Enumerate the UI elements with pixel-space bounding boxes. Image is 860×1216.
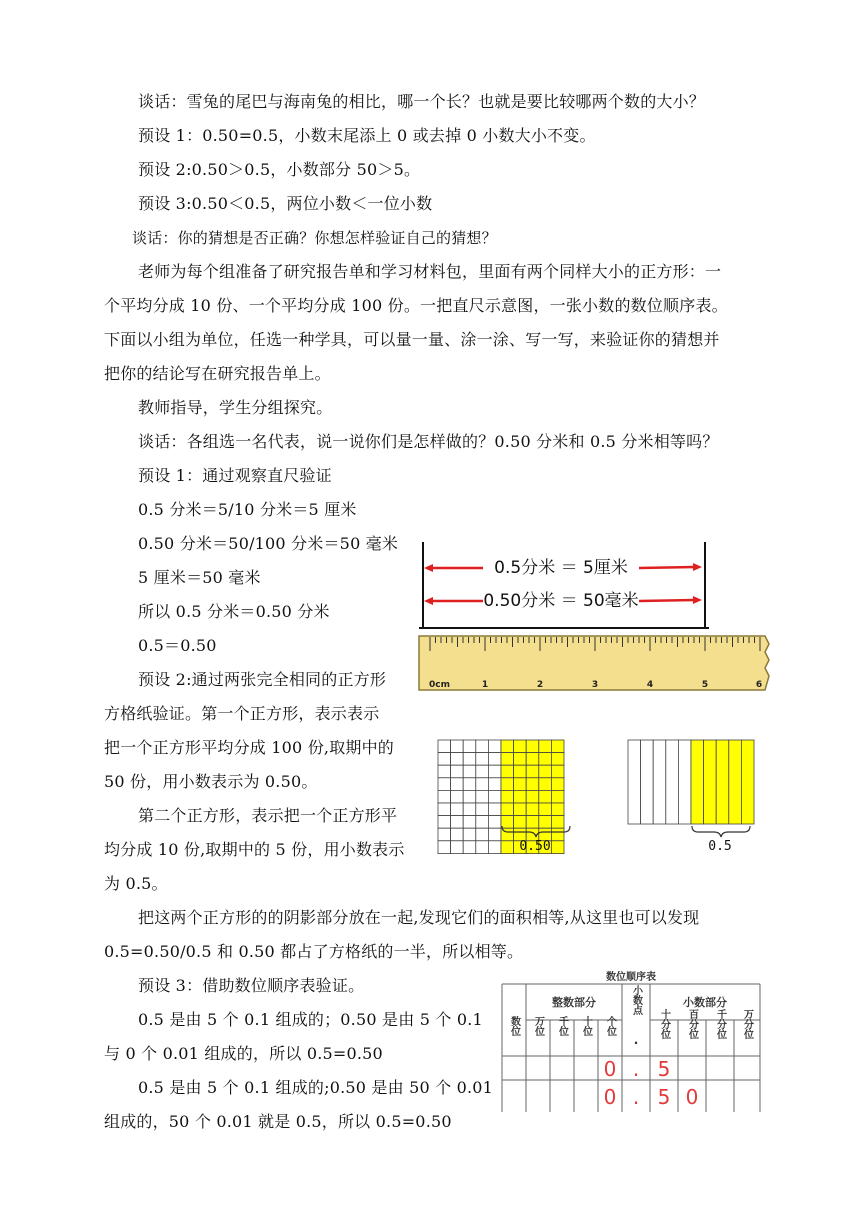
hundred-square-grid [438, 740, 564, 854]
shaded-cell [501, 803, 514, 816]
shaded-cell [501, 753, 514, 766]
ruler-eq-1: 0.5分米 ＝ 5厘米 [494, 558, 628, 578]
pv-point-symbol: . [633, 1033, 639, 1047]
blank-strip [641, 740, 654, 824]
blank-cell [488, 753, 501, 766]
hypothesis-line: 预设 1：0.50=0.5，小数末尾添上 0 或去掉 0 小数大小不变。 [138, 126, 596, 145]
pv-r1-ones: 0 [603, 1057, 617, 1081]
body-line: 下面以小组为单位，任选一种学具，可以量一量、涂一涂、写一写，来验证你的猜想并 [104, 330, 720, 349]
shaded-cell [551, 816, 564, 829]
body-line: 组成的，50 个 0.01 就是 0.5，所以 0.5=0.50 [104, 1112, 452, 1131]
blank-cell [488, 816, 501, 829]
blank-cell [488, 790, 501, 803]
equation-line: 所以 0.5 分米＝0.50 分米 [138, 602, 330, 621]
dialogue-line: 谈话：雪兔的尾巴与海南兔的相比，哪一个长？也就是要比较哪两个数的大小？ [138, 92, 706, 111]
shaded-cell [501, 841, 514, 854]
body-line: 均分成 10 份,取期中的 5 份，用小数表示 [104, 840, 405, 859]
blank-cell [476, 778, 489, 791]
shaded-cell [514, 778, 527, 791]
shaded-cell [551, 853, 564, 854]
blank-cell [488, 765, 501, 778]
shaded-cell [551, 740, 564, 753]
blank-cell [438, 828, 451, 841]
blank-cell [476, 803, 489, 816]
shaded-cell [526, 740, 539, 753]
body-line: 把这两个正方形的的阴影部分放在一起,发现它们的面积相等,从这里也可以发现 [138, 908, 700, 927]
ruler-unit-label: 0cm [429, 680, 450, 690]
shaded-cell [539, 753, 552, 766]
pv-col-shi: 十位 [580, 1016, 592, 1036]
shaded-cell [539, 803, 552, 816]
blank-cell [476, 753, 489, 766]
blank-cell [488, 828, 501, 841]
blank-cell [463, 790, 476, 803]
shaded-cell [501, 853, 514, 854]
ruler-tick-label: 4 [646, 680, 654, 690]
pv-integer-part: 整数部分 [552, 996, 596, 1009]
blank-cell [476, 790, 489, 803]
ruler-tick-label: 3 [591, 680, 599, 690]
pv-decimal-point-header: 小数点 [630, 985, 642, 1015]
equation-line: 5 厘米＝50 毫米 [138, 568, 261, 587]
blank-cell [463, 765, 476, 778]
blank-cell [463, 803, 476, 816]
body-line: 把一个正方形平均分成 100 份,取期中的 [104, 738, 394, 757]
dialogue-line: 谈话：你的猜想是否正确？你想怎样验证自己的猜想？ [132, 229, 497, 247]
place-value-table [500, 970, 762, 1112]
blank-cell [463, 778, 476, 791]
blank-strip [678, 740, 691, 824]
blank-cell [451, 841, 464, 854]
equation-line: 0.50 分米＝50/100 分米＝50 毫米 [138, 534, 399, 553]
shaded-cell [514, 816, 527, 829]
blank-cell [438, 841, 451, 854]
hypothesis-line: 预设 3：借助数位顺序表验证。 [138, 976, 365, 995]
shaded-cell [539, 816, 552, 829]
grid-label-right: 0.5 [708, 839, 732, 854]
pv-r2-hundredths: 0 [685, 1085, 699, 1109]
shaded-cell [526, 753, 539, 766]
blank-cell [438, 803, 451, 816]
pv-row-header: 数位 [508, 1016, 520, 1036]
blank-cell [463, 853, 476, 854]
blank-cell [451, 816, 464, 829]
shaded-cell [526, 765, 539, 778]
blank-cell [463, 753, 476, 766]
blank-cell [488, 740, 501, 753]
shaded-cell [551, 828, 564, 841]
arrowhead-left-1 [424, 564, 433, 572]
blank-cell [476, 740, 489, 753]
ruler-tick-label: 1 [481, 680, 489, 690]
pv-col-wan: 万位 [532, 1016, 544, 1036]
shaded-cell [539, 740, 552, 753]
body-line: 与 0 个 0.01 组成的，所以 0.5=0.50 [104, 1044, 383, 1063]
shaded-strip [729, 740, 742, 824]
blank-cell [438, 790, 451, 803]
blank-cell [451, 753, 464, 766]
blank-cell [488, 841, 501, 854]
shaded-cell [514, 740, 527, 753]
shaded-cell [501, 740, 514, 753]
pv-col-ge: 个位 [604, 1016, 616, 1036]
pv-col-qian: 千位 [556, 1016, 568, 1036]
blank-cell [488, 778, 501, 791]
shaded-cell [501, 790, 514, 803]
pv-r2-point: . [632, 1085, 640, 1109]
shaded-cell [551, 841, 564, 854]
body-line: 为 0.5。 [104, 874, 168, 893]
blank-cell [476, 828, 489, 841]
shaded-cell [514, 765, 527, 778]
hypothesis-line: 预设 2:0.50＞0.5，小数部分 50＞5。 [138, 160, 421, 179]
arrow-right-2 [639, 600, 695, 601]
dialogue-line: 谈话：各组选一名代表，说一说你们是怎样做的？0.50 分米和 0.5 分米相等吗？ [138, 432, 719, 451]
blank-cell [438, 753, 451, 766]
blank-cell [463, 740, 476, 753]
blank-cell [451, 853, 464, 854]
brace-right [692, 826, 750, 837]
ruler-tick-label: 2 [536, 680, 544, 690]
pv-col-hundredths: 百分位 [686, 1009, 698, 1039]
shaded-cell [539, 765, 552, 778]
blank-cell [476, 841, 489, 854]
ten-strip-grid [628, 740, 754, 824]
hypothesis-line: 预设 2:通过两张完全相同的正方形 [138, 670, 387, 689]
shaded-cell [539, 778, 552, 791]
shaded-cell [526, 803, 539, 816]
shaded-cell [501, 765, 514, 778]
blank-cell [463, 828, 476, 841]
shaded-cell [526, 790, 539, 803]
body-line: 0.5 是由 5 个 0.1 组成的；0.50 是由 5 个 0.1 [138, 1010, 483, 1029]
shaded-cell [551, 778, 564, 791]
grid-label-left: 0.50 [519, 839, 551, 854]
shaded-cell [501, 816, 514, 829]
grid-figure [436, 738, 771, 854]
body-line: 教师指导，学生分组探究。 [138, 398, 333, 417]
equation-line: 0.5＝0.50 [138, 636, 217, 655]
blank-cell [438, 853, 451, 854]
arrow-right-1 [639, 567, 695, 568]
pv-col-thousandths: 千分位 [714, 1009, 726, 1039]
blank-cell [463, 841, 476, 854]
blank-strip [666, 740, 679, 824]
pv-r2-tenths: 5 [657, 1085, 671, 1109]
blank-cell [451, 740, 464, 753]
shaded-strip [691, 740, 704, 824]
body-line: 个平均分成 10 份、一个平均分成 100 份。一把直尺示意图，一张小数的数位顺序表。 [104, 296, 728, 315]
pv-title: 数位顺序表 [606, 972, 656, 983]
shaded-cell [551, 790, 564, 803]
body-line: 方格纸验证。第一个正方形，表示表示 [104, 704, 380, 723]
ruler-eq-2: 0.50分米 ＝ 50毫米 [483, 591, 639, 611]
body-line: 0.5=0.50/0.5 和 0.50 都占了方格纸的一半，所以相等。 [104, 942, 524, 961]
hypothesis-line: 预设 1：通过观察直尺验证 [138, 466, 332, 485]
blank-cell [451, 790, 464, 803]
blank-cell [476, 816, 489, 829]
shaded-cell [514, 790, 527, 803]
body-line: 第二个正方形，表示把一个正方形平 [138, 806, 398, 825]
blank-cell [438, 765, 451, 778]
blank-cell [488, 803, 501, 816]
pv-decimal-part: 小数部分 [683, 996, 727, 1009]
shaded-cell [501, 778, 514, 791]
shaded-cell [526, 778, 539, 791]
pv-r1-point: . [632, 1057, 640, 1081]
blank-cell [476, 853, 489, 854]
pv-r1-tenths: 5 [657, 1057, 671, 1081]
ruler-figure [415, 540, 771, 700]
shaded-cell [514, 803, 527, 816]
equation-line: 0.5 分米＝5/10 分米＝5 厘米 [138, 500, 357, 519]
ruler-tick-label: 5 [701, 680, 709, 690]
blank-cell [438, 740, 451, 753]
blank-cell [451, 778, 464, 791]
shaded-strip [716, 740, 729, 824]
blank-strip [653, 740, 666, 824]
body-line: 老师为每个组准备了研究报告单和学习材料包，里面有两个同样大小的正方形：一 [138, 262, 722, 281]
blank-cell [438, 778, 451, 791]
shaded-cell [551, 765, 564, 778]
body-line: 50 份，用小数表示为 0.50。 [104, 772, 318, 791]
pv-col-ten-thousandths: 万分位 [741, 1009, 753, 1039]
hypothesis-line: 预设 3:0.50＜0.5，两位小数＜一位小数 [138, 194, 433, 213]
blank-cell [438, 816, 451, 829]
pv-r2-ones: 0 [603, 1085, 617, 1109]
blank-cell [451, 828, 464, 841]
blank-cell [463, 816, 476, 829]
shaded-strip [741, 740, 754, 824]
shaded-cell [514, 753, 527, 766]
body-line: 把你的结论写在研究报告单上。 [104, 364, 331, 383]
blank-cell [451, 765, 464, 778]
blank-cell [488, 853, 501, 854]
arrowhead-left-2 [424, 597, 433, 605]
shaded-strip [704, 740, 717, 824]
arrowhead-right-1 [693, 563, 702, 571]
blank-cell [451, 803, 464, 816]
pv-col-tenths: 十分位 [658, 1009, 670, 1039]
ruler-tick-label: 6 [755, 680, 763, 690]
shaded-cell [539, 790, 552, 803]
body-line: 0.5 是由 5 个 0.1 组成的;0.50 是由 50 个 0.01 [138, 1078, 494, 1097]
blank-cell [476, 765, 489, 778]
shaded-cell [551, 803, 564, 816]
shaded-cell [526, 816, 539, 829]
blank-strip [628, 740, 641, 824]
arrowhead-right-2 [693, 596, 702, 604]
shaded-cell [551, 753, 564, 766]
